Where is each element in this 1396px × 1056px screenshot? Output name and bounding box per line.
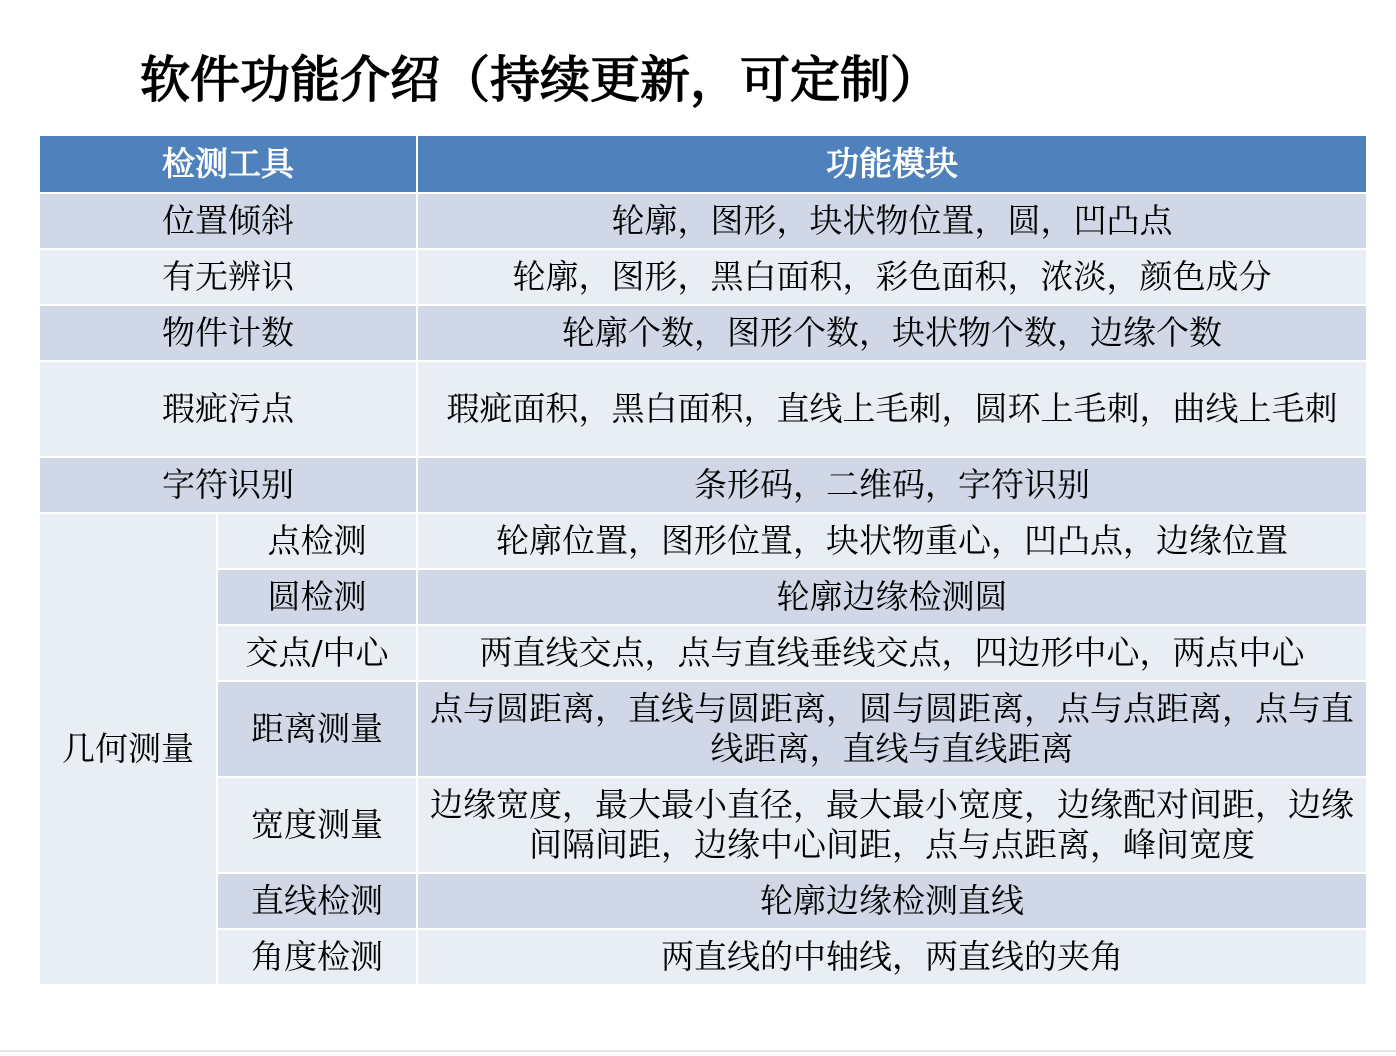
table-row — [39, 361, 1367, 457]
table-row — [39, 625, 1367, 681]
sub-tool-cell: 交点/中心 — [217, 625, 417, 681]
table-row — [39, 873, 1367, 929]
module-cell: 边缘宽度，最大最小直径，最大最小宽度，边缘配对间距，边缘间隔间距，边缘中心间距，点与点距离，峰间宽度 — [417, 777, 1367, 873]
table-row — [39, 929, 1367, 985]
tool-cell: 字符识别 — [39, 457, 417, 513]
header-module: 功能模块 — [417, 135, 1367, 193]
function-table — [38, 134, 1368, 986]
sub-tool-cell: 圆检测 — [217, 569, 417, 625]
table-row — [39, 457, 1367, 513]
module-cell: 轮廓个数，图形个数，块状物个数，边缘个数 — [417, 305, 1367, 361]
table-row — [39, 513, 1367, 569]
module-cell: 两直线交点，点与直线垂线交点，四边形中心，两点中心 — [417, 625, 1367, 681]
sub-tool-cell: 角度检测 — [217, 929, 417, 985]
sub-tool-cell: 宽度测量 — [217, 777, 417, 873]
group-cell: 几何测量 — [39, 513, 217, 985]
module-cell: 轮廓位置，图形位置，块状物重心，凹凸点，边缘位置 — [417, 513, 1367, 569]
header-tool: 检测工具 — [39, 135, 417, 193]
table-row — [39, 193, 1367, 249]
module-cell: 两直线的中轴线，两直线的夹角 — [417, 929, 1367, 985]
table-row — [39, 777, 1367, 873]
module-cell: 轮廓，图形，块状物位置，圆，凹凸点 — [417, 193, 1367, 249]
module-cell: 轮廓边缘检测圆 — [417, 569, 1367, 625]
table-row — [39, 681, 1367, 777]
table-row — [39, 569, 1367, 625]
bottom-divider — [0, 1050, 1396, 1052]
table-header-row — [39, 135, 1367, 193]
tool-cell: 物件计数 — [39, 305, 417, 361]
tool-cell: 位置倾斜 — [39, 193, 417, 249]
page-title: 软件功能介绍（持续更新，可定制） — [140, 51, 940, 109]
module-cell: 点与圆距离，直线与圆距离，圆与圆距离，点与点距离，点与直线距离，直线与直线距离 — [417, 681, 1367, 777]
module-cell: 瑕疵面积，黑白面积，直线上毛刺，圆环上毛刺，曲线上毛刺 — [417, 361, 1367, 457]
module-cell: 轮廓边缘检测直线 — [417, 873, 1367, 929]
sub-tool-cell: 距离测量 — [217, 681, 417, 777]
tool-cell: 瑕疵污点 — [39, 361, 417, 457]
sub-tool-cell: 点检测 — [217, 513, 417, 569]
tool-cell: 有无辨识 — [39, 249, 417, 305]
module-cell: 条形码，二维码，字符识别 — [417, 457, 1367, 513]
sub-tool-cell: 直线检测 — [217, 873, 417, 929]
table-row — [39, 249, 1367, 305]
table-row — [39, 305, 1367, 361]
module-cell: 轮廓，图形，黑白面积，彩色面积，浓淡，颜色成分 — [417, 249, 1367, 305]
